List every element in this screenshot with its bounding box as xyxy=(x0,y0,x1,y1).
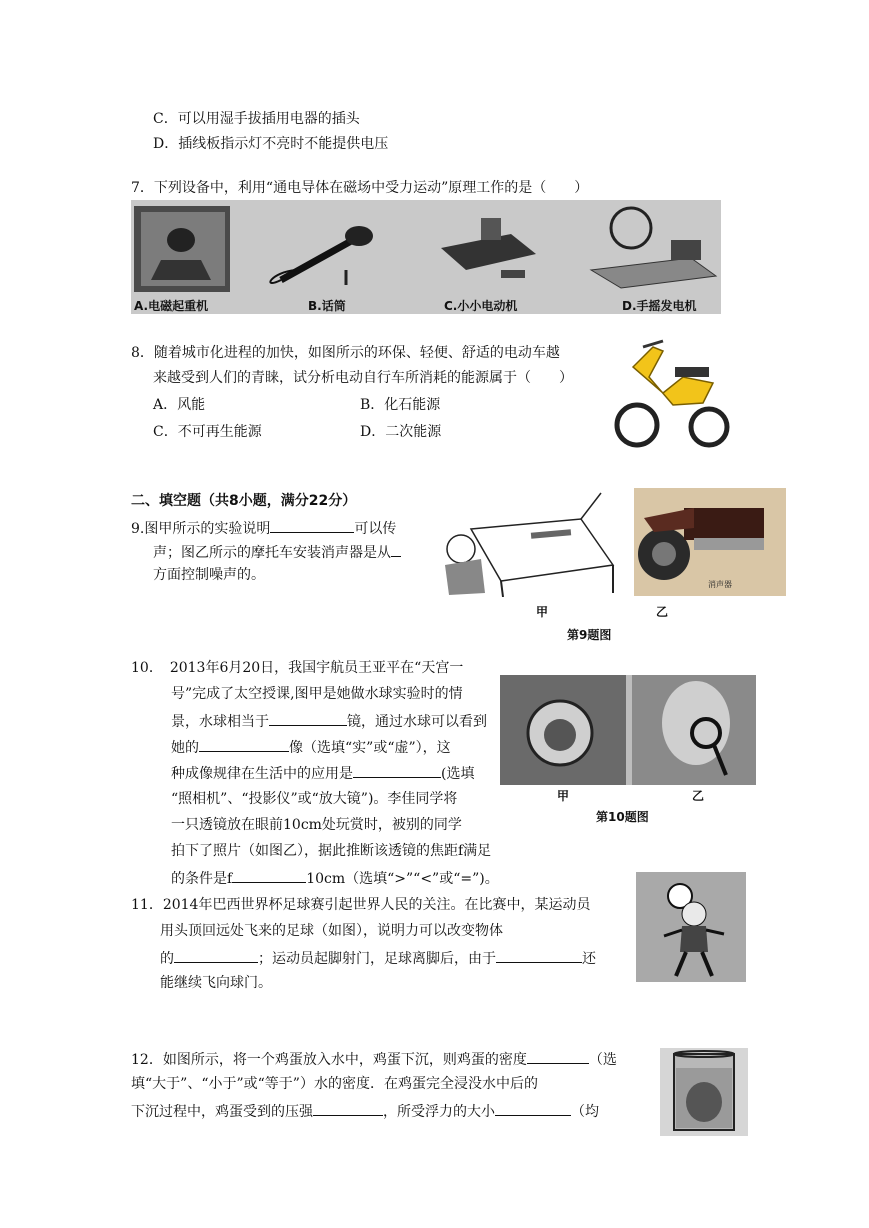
q7-option-c-label: C.小小电动机 xyxy=(444,299,518,313)
q10-line3 xyxy=(171,711,487,731)
q11-header-ball-image xyxy=(636,872,746,982)
q11-line3-start: 的 xyxy=(160,951,174,967)
q9-line2 xyxy=(153,542,401,562)
q7-option-b-label: B.话筒 xyxy=(308,299,346,313)
electric-scooter-image xyxy=(613,327,735,453)
q8-option-d: D．二次能源 xyxy=(360,424,442,440)
q11-line2: 用头顶回远处飞来的足球（如图），说明力可以改变物体 xyxy=(160,923,503,939)
q11-blank-2[interactable] xyxy=(496,948,582,963)
q10-line2: 号”完成了太空授课,图甲是她做水球实验时的情 xyxy=(171,686,463,702)
q10-line8: 拍下了照片（如图乙），据此推断该透镜的焦距f满足 xyxy=(171,843,492,859)
q9-figure-jia xyxy=(441,489,616,597)
q9-figure-caption: 第9题图 xyxy=(567,628,612,642)
q10-line4 xyxy=(171,737,451,757)
q8-option-b: B．化石能源 xyxy=(360,397,441,413)
football-player-illustration xyxy=(636,872,746,982)
q8-stem-line2: 来越受到人们的青睐，试分析电动自行车所消耗的能源属于（ ） xyxy=(153,370,573,386)
q6-option-c: C．可以用湿手拔插用电器的插头 xyxy=(153,111,360,127)
q10-line5-start: 种成像规律在生活中的应用是 xyxy=(171,766,353,782)
q10-line3-start: 景，水球相当于 xyxy=(171,714,269,730)
q12-blank-3[interactable] xyxy=(495,1101,571,1116)
q10-photos-figure xyxy=(500,675,756,785)
q9-blank-1[interactable] xyxy=(270,518,354,533)
q9-line3: 方面控制噪声的。 xyxy=(153,567,265,583)
q10-line9 xyxy=(171,868,499,888)
q12-line3-start: 下沉过程中，鸡蛋受到的压强 xyxy=(131,1104,313,1120)
q9-line2-text: 声；图乙所示的摩托车安装消声器是从 xyxy=(153,545,391,561)
q9-line1-start: 9.图甲所示的实验说明 xyxy=(131,521,271,537)
q12-line1-end: （选 xyxy=(588,1052,617,1068)
q10-line9-end: 10cm（选填“>”“<”或“=”)。 xyxy=(306,871,499,887)
q12-line3-mid: ，所受浮力的大小 xyxy=(383,1104,495,1120)
q12-line2: 填“大于”、“小于”或“等于”）水的密度．在鸡蛋完全浸没水中后的 xyxy=(131,1076,538,1092)
q11-line3-mid: ；运动员起脚射门，足球离脚后，由于 xyxy=(258,951,496,967)
q10-line5 xyxy=(171,763,474,783)
q9-label-jia: 甲 xyxy=(536,605,549,619)
section-2-title: 二、填空题（共8小题，满分22分） xyxy=(131,493,357,509)
q9-line1-end: 可以传 xyxy=(354,521,397,537)
q9-figure-yi-motorcycle xyxy=(634,488,786,596)
q8-stem-line1: 8．随着城市化进程的加快，如图所示的环保、轻便、舒适的电动车越 xyxy=(131,345,560,361)
q10-line4-start: 她的 xyxy=(171,740,199,756)
q7-option-a-label: A.电磁起重机 xyxy=(134,299,209,313)
q11-blank-1[interactable] xyxy=(174,948,258,963)
q11-line3-end: 还 xyxy=(582,951,596,967)
beaker-egg-illustration xyxy=(660,1048,748,1136)
scooter-illustration xyxy=(613,327,735,453)
q7-options-figure xyxy=(131,200,721,314)
q10-line5-end: (选填 xyxy=(441,766,475,782)
q12-line1 xyxy=(131,1049,617,1069)
q10-label-yi: 乙 xyxy=(692,789,705,803)
q12-blank-2[interactable] xyxy=(313,1101,383,1116)
q10-lens-photos-illustration xyxy=(500,675,756,785)
q12-blank-1[interactable] xyxy=(527,1049,589,1064)
q9-line1 xyxy=(131,518,396,538)
muffler-label: 消声器 xyxy=(708,580,732,589)
q10-figure-caption: 第10题图 xyxy=(596,810,649,824)
q9-blank-2[interactable] xyxy=(391,542,401,557)
q10-line7: 一只透镜放在眼前10cm处玩赏时，被别的同学 xyxy=(171,817,462,833)
q12-egg-beaker-image xyxy=(660,1048,748,1136)
q10-blank-2[interactable] xyxy=(199,737,289,752)
q10-line4-end: 像（选填“实”或“虚”），这 xyxy=(289,740,451,756)
q11-line1: 11．2014年巴西世界杯足球赛引起世界人民的关注。在比赛中，某运动员 xyxy=(131,897,591,913)
q11-line3 xyxy=(160,948,596,968)
q10-blank-1[interactable] xyxy=(269,711,347,726)
q10-blank-4[interactable] xyxy=(232,868,306,883)
q8-option-c: C．不可再生能源 xyxy=(153,424,262,440)
q9-label-yi: 乙 xyxy=(656,605,669,619)
q10-line9-start: 的条件是f xyxy=(171,871,233,887)
q9-table-experiment-illustration xyxy=(441,489,616,597)
q12-line1-start: 12．如图所示，将一个鸡蛋放入水中，鸡蛋下沉，则鸡蛋的密度 xyxy=(131,1052,527,1068)
q12-line3 xyxy=(131,1101,599,1121)
q10-line6: “照相机”、“投影仪”或“放大镜”)。李佳同学将 xyxy=(171,791,458,807)
q7-stem: 7．下列设备中，利用“通电导体在磁场中受力运动”原理工作的是（ ） xyxy=(131,180,589,196)
q10-line3-end: 镜，通过水球可以看到 xyxy=(347,714,487,730)
q11-line4: 能继续飞向球门。 xyxy=(160,975,272,991)
q7-option-d-label: D.手摇发电机 xyxy=(622,299,697,313)
q10-blank-3[interactable] xyxy=(353,763,441,778)
q12-line3-end: （均 xyxy=(571,1104,599,1120)
q6-option-d: D．插线板指示灯不亮时不能提供电压 xyxy=(153,136,389,152)
q10-label-jia: 甲 xyxy=(557,789,570,803)
q10-line1: 10． 2013年6月20日，我国宇航员王亚平在“天宫一 xyxy=(131,660,464,676)
q8-option-a: A．风能 xyxy=(153,397,206,413)
